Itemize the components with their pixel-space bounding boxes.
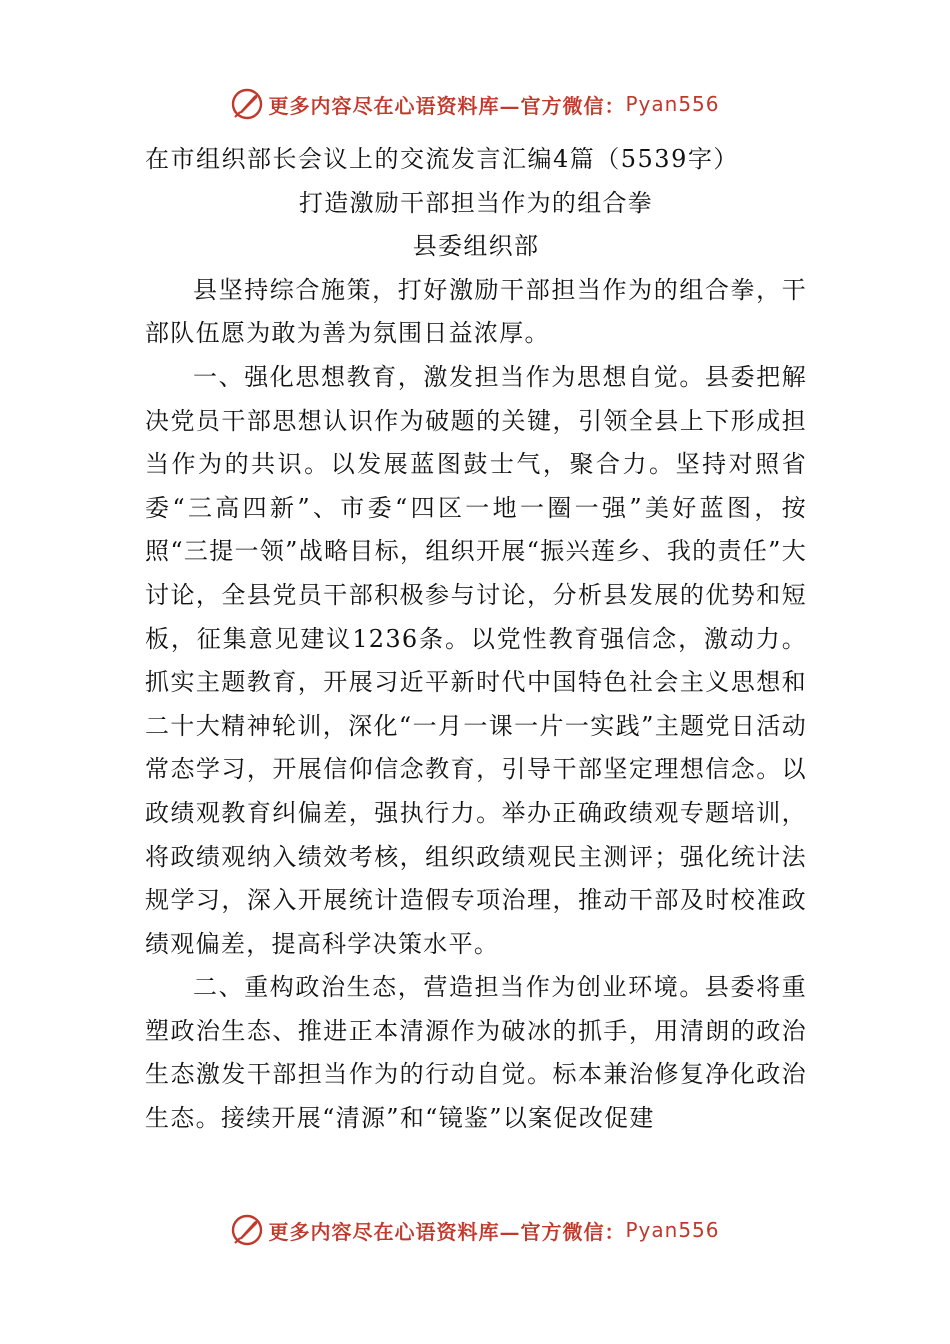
intro-paragraph: 县坚持综合施策，打好激励干部担当作为的组合拳，干部队伍愿为敢为善为氛围日益浓厚。 [145, 275, 807, 348]
article-title: 打造激励干部担当作为的组合拳 [298, 188, 654, 217]
section-2-paragraph: 二、重构政治生态，营造担当作为创业环境。县委将重塑政治生态、推进正本清源作为破冰的抓手，用清朗的政治生态激发干部担当作为的行动自觉。标本兼治修复净化政治生态。接续开展“清源”和“镜鉴”以案促改促建 [145, 973, 807, 1133]
quill-logo-icon [230, 1213, 264, 1247]
watermark-code: Pyan556 [625, 1218, 720, 1242]
watermark-code: Pyan556 [625, 92, 720, 116]
watermark-text: 更多内容尽在心语资料库—官方微信： [268, 93, 626, 118]
document-heading: 在市组织部长会议上的交流发言汇编4篇（5539字） [145, 145, 739, 173]
watermark-footer [0, 1210, 950, 1250]
document-body [145, 138, 807, 1141]
quill-logo-icon [230, 87, 264, 121]
article-author: 县委组织部 [412, 232, 540, 261]
watermark-header [0, 84, 950, 124]
section-1-paragraph: 一、强化思想教育，激发担当作为思想自觉。县委把解决党员干部思想认识作为破题的关键，引领全县上下形成担当作为的共识。以发展蓝图鼓士气，聚合力。坚持对照省委“三高四新”、市委“四区一地一圈一强”美好蓝图，按照“三提一领”战略目标，组织开展“振兴莲乡、我的责任”大讨论，全县党员干部积极参与讨论，分析县发展的优势和短板，征集意见建议1236条。以党性教育强信念，激动力。抓实主题教育，开展习近平新时代中国特色社会主义思想和二十大精神轮训，深化“一月一课一片一实践”主题党日活动常态学习，开展信仰信念教育，引导干部坚定理想信念。以政绩观教育纠偏差，强执行力。举办正确政绩观专题培训，将政绩观纳入绩效考核，组织政绩观民主测评；强化统计法规学习，深入开展统计造假专项治理，推动干部及时校准政绩观偏差，提高科学决策水平。 [145, 362, 807, 958]
watermark-text: 更多内容尽在心语资料库—官方微信： [268, 1219, 626, 1244]
